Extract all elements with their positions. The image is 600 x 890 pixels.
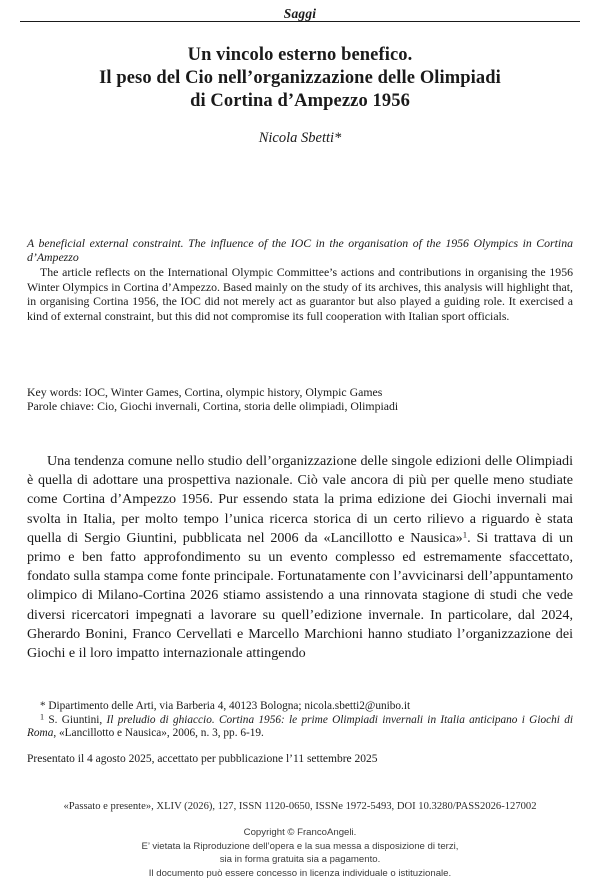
abstract-section	[27, 236, 573, 323]
copyright-line-4: Il documento può essere concesso in licenza individuale o istituzionale.	[148, 867, 452, 879]
keywords-italian: Parole chiave: Cio, Giochi invernali, Cortina, storia delle olimpiadi, Olimpiadi	[27, 399, 399, 414]
running-head: Saggi	[283, 6, 317, 21]
keywords-english: Key words: IOC, Winter Games, Cortina, olympic history, Olympic Games	[27, 385, 383, 399]
title-line-3: di Cortina d’Ampezzo 1956	[190, 91, 410, 111]
footnote-1-author: S. Giuntini,	[48, 713, 107, 726]
keywords-section	[27, 385, 573, 414]
title-line-2: Il peso del Cio nell’organizzazione delle Olimpiadi	[99, 68, 501, 88]
footnote-affiliation	[27, 700, 573, 714]
copyright-notice	[0, 826, 600, 880]
author-name: Nicola Sbetti*	[258, 130, 342, 146]
footnote-affiliation-text: Dipartimento delle Arti, via Barberia 4, 40123 Bologna; nicola.sbetti2@unibo.it	[48, 700, 411, 712]
header-rule	[20, 21, 580, 22]
body-paragraph-1	[27, 452, 573, 663]
copyright-line-2: E’ vietata la Riproduzione dell’opera e la sua messa a disposizione di terzi,	[141, 840, 459, 852]
title-line-1: Un vincolo esterno benefico.	[187, 45, 413, 65]
body-paragraph-1-part-1: Una tendenza comune nello studio dell’organizzazione delle singole edizioni delle Olimpiadi è quella di adottare una prospettiva nazionale. Ciò vale ancora di più per quelle meno studiate come Cortina d’Ampezzo 1956. Pur essendo stata la prima edizione dei Giochi invernali mai svolta in Italia, per molto tempo l’unica ricerca storica di un certo rilievo a riguardo è stata quella di Sergio Giuntini, pubblicata nel 2006 da «Lancillotto e Nausica»	[27, 453, 573, 546]
footnote-1	[27, 714, 573, 741]
body-paragraph-1-part-2: . Si trattava di un primo e ben fatto approfondimento su un evento complesso ed estremamente sfaccettato, fondato sulla stampa come fonte principale. Fortunatamente con l’avvicinarsi dell’appuntamento olimpico di Milano-Cortina 2026 stiamo assistendo a una rinnovata stagione di studi che vede diversi ricercatori impegnati a lavorare su quell’edizione invernale. In particolare, dal 2024, Gherardo Bonini, Franco Cervellati e Marcello Marchioni hanno studiato l’organizzazione dei Giochi e il loro impatto internazionale attingendo	[27, 529, 573, 662]
copyright-line-3: sia in forma gratuita sia a pagamento.	[219, 854, 381, 866]
abstract-title: A beneficial external constraint. The influence of the IOC in the organisation of the 1956 Olympics in Cortina d’Ampezzo	[27, 236, 573, 265]
copyright-line-1: Copyright © FrancoAngeli.	[243, 827, 357, 838]
footnotes-section	[27, 700, 573, 741]
article-title	[40, 44, 560, 113]
footnote-1-source: , «Lancillotto e Nausica», 2006, n. 3, pp. 6-19.	[53, 727, 264, 740]
abstract-body: The article reflects on the International Olympic Committee’s actions and contributions in organising the 1956 Winter Olympics in Cortina d’Ampezzo. Based mainly on the study of its archives, this analysis will highlight that, in organising Cortina 1956, the IOC did not merely act as guarantor but also played a guiding role. It exercised a kind of external constraint, but this did not compromise its full cooperation with Italian sport officials.	[27, 265, 573, 323]
footnote-1-mark: 1	[40, 712, 45, 722]
journal-citation: «Passato e presente», XLIV (2026), 127, ISSN 1120-0650, ISSNe 1972-5493, DOI 10.3280/PASS2026-127002	[63, 801, 537, 812]
footnote-affiliation-mark: *	[40, 700, 46, 712]
submission-dates: Presentato il 4 agosto 2025, accettato per pubblicazione l’11 settembre 2025	[27, 753, 378, 765]
body-text	[27, 452, 573, 663]
footnote-reference-1[interactable]: 1	[462, 529, 468, 540]
footnote-1-title: Il preludio di ghiaccio. Cortina 1956: le prime Olimpiadi invernali in Italia anticipano i Giochi di Roma	[27, 713, 573, 740]
